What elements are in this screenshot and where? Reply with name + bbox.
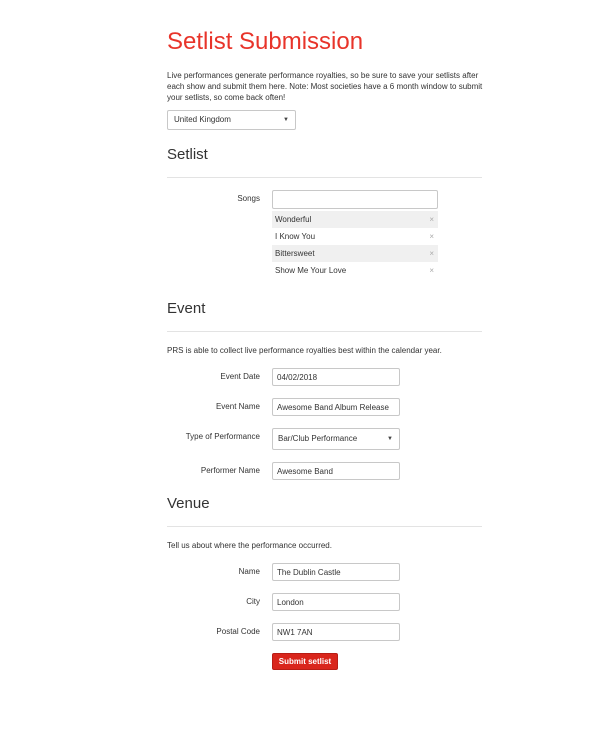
performer-name-field[interactable] xyxy=(272,462,400,480)
setlist-divider xyxy=(167,177,482,178)
event-heading: Event xyxy=(167,300,206,317)
remove-icon[interactable]: × xyxy=(429,266,434,275)
caret-down-icon: ▼ xyxy=(283,117,289,123)
submit-setlist-button[interactable]: Submit setlist xyxy=(272,653,338,670)
performance-type-label: Type of Performance xyxy=(185,432,260,441)
venue-name-label: Name xyxy=(238,567,260,576)
song-title: Show Me Your Love xyxy=(275,266,347,275)
song-item xyxy=(272,228,438,245)
event-date-label: Event Date xyxy=(220,372,260,381)
song-title: Bittersweet xyxy=(275,249,315,258)
intro-text: Live performances generate performance royalties, so be sure to save your setlists after each show and submit them here. Note: Most societies have a 6 month window to submit your setlists, so come back often! xyxy=(167,71,483,102)
songs-input[interactable] xyxy=(272,190,438,209)
event-note: PRS is able to collect live performance royalties best within the calendar year. xyxy=(167,346,442,355)
venue-name-field[interactable] xyxy=(272,563,400,581)
event-divider xyxy=(167,331,482,332)
song-item xyxy=(272,262,438,279)
setlist-heading: Setlist xyxy=(167,146,208,163)
venue-note: Tell us about where the performance occurred. xyxy=(167,541,332,550)
remove-icon[interactable]: × xyxy=(429,232,434,241)
performance-type-value: Bar/Club Performance xyxy=(278,434,358,443)
page-title: Setlist Submission xyxy=(167,28,364,55)
performance-type-select[interactable] xyxy=(272,428,400,450)
venue-divider xyxy=(167,526,482,527)
postal-code-field[interactable] xyxy=(272,623,400,641)
song-title: Wonderful xyxy=(275,215,312,224)
event-name-field[interactable] xyxy=(272,398,400,416)
remove-icon[interactable]: × xyxy=(429,249,434,258)
venue-heading: Venue xyxy=(167,495,210,512)
caret-down-icon: ▼ xyxy=(387,436,393,442)
song-title: I Know You xyxy=(275,232,316,241)
songs-label: Songs xyxy=(237,194,260,203)
song-item xyxy=(272,211,438,228)
country-select-value: United Kingdom xyxy=(174,115,231,124)
country-select[interactable] xyxy=(167,110,296,130)
city-label: City xyxy=(246,597,260,606)
postal-code-label: Postal Code xyxy=(216,627,260,636)
song-item xyxy=(272,245,438,262)
performer-name-label: Performer Name xyxy=(200,466,260,475)
remove-icon[interactable]: × xyxy=(429,215,434,224)
event-date-field[interactable] xyxy=(272,368,400,386)
city-field[interactable] xyxy=(272,593,400,611)
event-name-label: Event Name xyxy=(215,402,260,411)
